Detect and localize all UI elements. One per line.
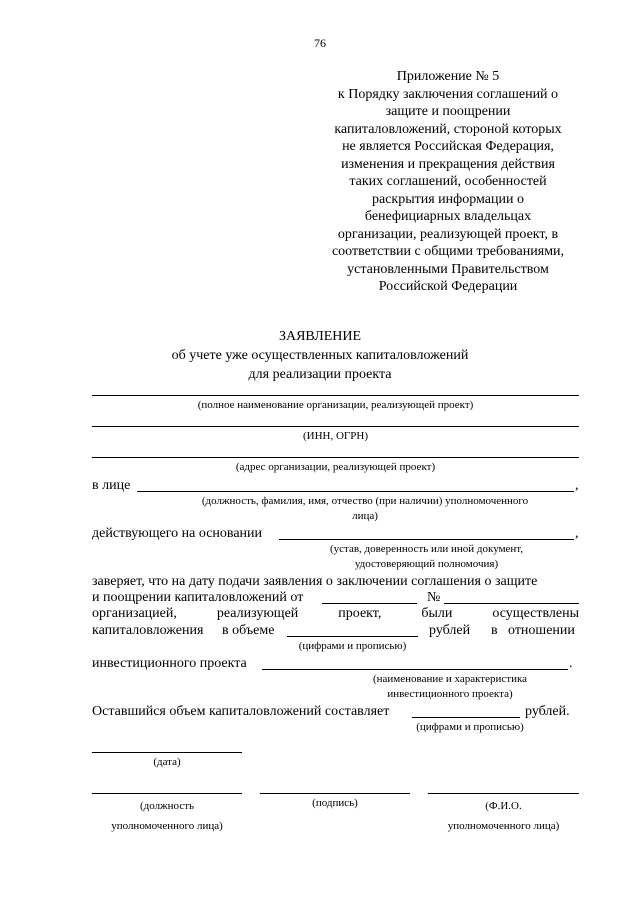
- signer-name-caption: [428, 796, 579, 836]
- remaining-rubles: рублей.: [525, 704, 570, 719]
- investments-word: капиталовложения: [92, 623, 204, 638]
- document-title: ЗАЯВЛЕНИЕ: [278, 329, 362, 344]
- appendix-line: бенефициарных владельцах: [364, 209, 532, 224]
- word: проект,: [338, 606, 382, 621]
- date-from-field[interactable]: [322, 603, 417, 604]
- position-caption: [150, 494, 580, 524]
- caption-line: уполномоченного лица): [447, 820, 560, 832]
- appendix-header: [320, 68, 576, 296]
- remaining-amount-field[interactable]: [412, 717, 520, 718]
- signer-position-field[interactable]: [92, 793, 242, 794]
- certifies-line-2: и поощрении капиталовложений от: [92, 590, 304, 605]
- subtitle-line: для реализации проекта: [248, 367, 392, 382]
- in-person-comma: ,: [575, 478, 579, 493]
- appendix-line: капиталовложений, стороной которых: [334, 121, 562, 137]
- amount-field[interactable]: [287, 636, 418, 637]
- basis-field[interactable]: [279, 539, 574, 540]
- project-period: .: [569, 656, 573, 671]
- date-caption: (дата): [153, 756, 181, 768]
- page-number: 76: [314, 36, 326, 50]
- number-sign: №: [427, 590, 441, 605]
- certifies-line-1: заверяет, что на дату подачи заявления о заключении соглашения о защите: [92, 574, 538, 589]
- acting-label: действующего на основании: [92, 526, 263, 541]
- acting-comma: ,: [575, 526, 579, 541]
- inn-ogrn-field[interactable]: [92, 426, 579, 427]
- in-word: в: [491, 623, 498, 638]
- project-caption: [330, 672, 570, 702]
- word: организацией,: [92, 606, 177, 621]
- caption-line: (должность, фамилия, имя, отчество (при наличии) уполномоченного: [201, 495, 529, 507]
- basis-caption: [279, 542, 574, 572]
- appendix-line: не является Российская Федерация,: [342, 139, 554, 154]
- caption-line: (Ф.И.О.: [485, 800, 522, 812]
- amount-caption: (цифрами и прописью): [298, 640, 407, 652]
- appendix-line: защите и поощрении: [385, 104, 511, 119]
- appendix-line: организации, реализующей проект, в: [337, 226, 559, 242]
- inn-ogrn-caption: (ИНН, ОГРН): [302, 430, 369, 442]
- caption-line: инвестиционного проекта): [387, 688, 513, 700]
- caption-line: (наименование и характеристика: [372, 673, 528, 685]
- word: были: [421, 606, 453, 621]
- remaining-label: Оставшийся объем капиталовложений составляет: [92, 704, 390, 719]
- subtitle-line: об учете уже осуществленных капиталовложений: [171, 348, 469, 363]
- regarding-word: отношении: [508, 623, 575, 638]
- appendix-line: изменения и прекращения действия: [341, 156, 555, 172]
- address-caption: (адрес организации, реализующей проект): [235, 461, 436, 473]
- representative-field[interactable]: [137, 491, 574, 492]
- address-field[interactable]: [92, 457, 579, 458]
- appendix-line: таких соглашений, особенностей: [349, 174, 547, 189]
- date-field[interactable]: [92, 752, 242, 753]
- caption-line: уполномоченного лица): [111, 820, 223, 832]
- word: осуществлены: [492, 606, 579, 621]
- document-subtitle: [0, 346, 640, 384]
- appendix-line: соответствии с общими требованиями,: [331, 244, 565, 259]
- rubles-word: рублей: [429, 623, 471, 638]
- appendix-line: Приложение № 5: [396, 69, 500, 84]
- certifies-line-3: [92, 605, 579, 623]
- org-name-caption: (полное наименование организации, реализующей проект): [197, 399, 474, 411]
- signer-position-caption: [92, 796, 242, 836]
- caption-line: удостоверяющий полномочия): [354, 558, 499, 570]
- caption-line: (должность: [139, 800, 195, 812]
- in-person-label: в лице: [92, 478, 131, 493]
- agreement-number-field[interactable]: [444, 603, 579, 604]
- appendix-line: установленными Правительством: [347, 261, 549, 277]
- remaining-caption: (цифрами и прописью): [416, 721, 524, 733]
- org-name-field[interactable]: [92, 395, 579, 396]
- word: реализующей: [216, 606, 299, 621]
- appendix-line: Российской Федерации: [378, 279, 518, 294]
- project-field[interactable]: [262, 669, 568, 670]
- caption-line: (устав, доверенность или иной документ,: [329, 543, 524, 555]
- appendix-line: к Порядку заключения соглашений о: [337, 86, 559, 102]
- appendix-line: раскрытия информации о: [372, 191, 524, 207]
- signature-caption: (подпись): [312, 797, 358, 809]
- volume-word: в объеме: [222, 623, 275, 638]
- caption-line: лица): [352, 510, 378, 522]
- signer-name-field[interactable]: [428, 793, 579, 794]
- signature-field[interactable]: [260, 793, 410, 794]
- project-label: инвестиционного проекта: [92, 656, 247, 671]
